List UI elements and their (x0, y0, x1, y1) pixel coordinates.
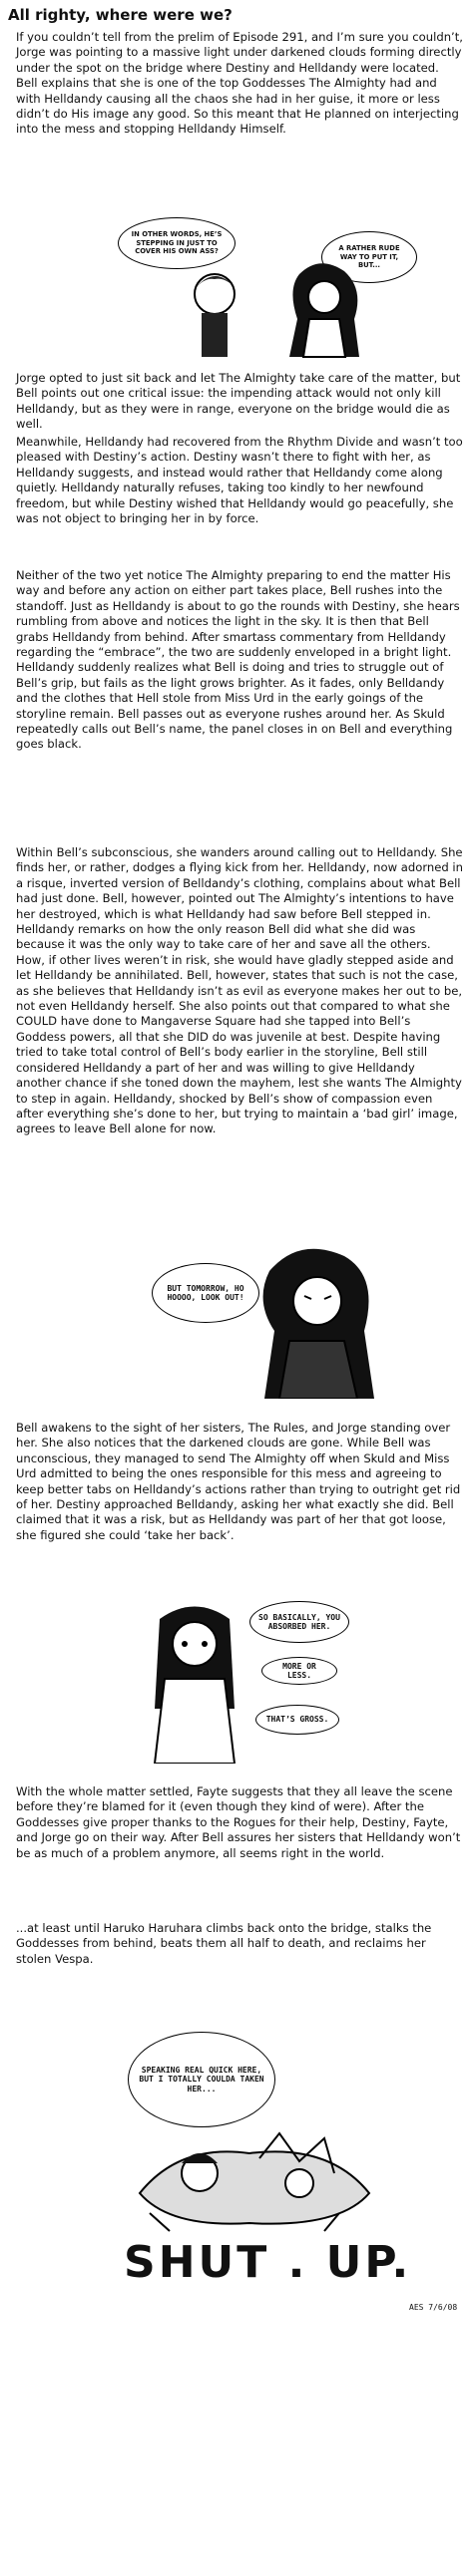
paragraph-8: ...at least until Haruko Haruhara climbs back onto the bridge, stalks the Goddesses from behind, beats them all half to death, and reclaims her stolen Vespa. (16, 1921, 432, 1966)
speech-bubble: BUT TOMORROW, HO HOOOO, LOOK OUT! (152, 1263, 259, 1323)
page-title: All righty, where were we? (8, 6, 233, 24)
speech-bubble-3: THAT’S GROSS. (255, 1705, 339, 1735)
comic-panel-3 (0, 1595, 475, 1767)
paragraph-4: Neither of the two yet notice The Almighty preparing to end the matter His way and before any action on either part takes place, Bell rushes into the standoff. Just as Helldandy is about to go the rounds with Destiny, she hears rumbling from above and notices the light in the sky. It is then that Bell grabs Helldandy from behind. After smartass commentary from Helldandy regarding the “embrace”, the two are suddenly enveloped in a bright light. Helldandy suddenly realizes what Bell is doing and tries to struggle out of Bell’s grip, but fails as the light grows brighter. As it fades, only Belldandy and the clothes that Hell stole from Miss Urd in the early goings of the storyline remain. Bell passes out as everyone rushes around her. As Skuld repeatedly calls out Bell’s name, the panel closes in on Bell and everything goes black. (16, 568, 460, 752)
haruko-scene-drawing (110, 2123, 389, 2233)
signature: AES 7/6/08 (409, 2303, 458, 2312)
paragraph-1: If you couldn’t tell from the prelim of Episode 291, and I’m sure you couldn’t, Jorge was pointing to a massive light under darkened clouds forming directly under the spot on the bridge where Destiny and Helldandy were located. Bell explains that she is one of the top Goddesses The Almighty had and with Helldandy causing all the chaos she had in her guise, it more or less didn’t do His image any good. So this meant that He planned on interjecting into the mess and stopping Helldandy Himself. (16, 30, 463, 137)
destiny-drawing (140, 1599, 249, 1764)
shout-text: SHUT . UP. (124, 2237, 412, 2288)
paragraph-7: With the whole matter settled, Fayte suggests that they all leave the scene before they’re blamed for it (even though they kind of were). After the Goddesses give proper thanks to the Rogues for their help, Destiny, Fayte, and Jorge go on their way. After Bell assures her sisters that Helldandy won’t be as much of a problem anymore, all seems right in the world. (16, 1784, 461, 1860)
comic-panel-4 (0, 2014, 475, 2572)
comic-panel-1 (0, 209, 475, 361)
character-drawing (150, 259, 389, 359)
comic-panel-2 (0, 1241, 475, 1401)
helldandy-drawing (249, 1241, 389, 1399)
speech-bubble-right: A RATHER RUDE WAY TO PUT IT, BUT... (321, 231, 417, 283)
speech-bubble-left: IN OTHER WORDS, HE’S STEPPING IN JUST TO COVER HIS OWN ASS? (118, 217, 236, 269)
paragraph-2: Jorge opted to just sit back and let The Almighty take care of the matter, but Bell points out one critical issue: the impending attack would not only kill Helldandy, but as they were in range, everyone on the bridge would die as well. (16, 371, 461, 432)
speech-bubble: SPEAKING REAL QUICK HERE, BUT I TOTALLY COULDA TAKEN HER... (128, 2032, 275, 2127)
paragraph-6: Bell awakens to the sight of her sisters, The Rules, and Jorge standing over her. She also notices that the darkened clouds are gone. While Bell was unconscious, they managed to send The Almighty off when Skuld and Miss Urd admitted to being the ones responsible for this mess and agreeing to keep better tabs on Helldandy’s actions rather than trying to outright get rid of her. Destiny approached Belldandy, asking her what exactly she did. Bell claimed that it was a risk, but as Helldandy was part of her that got loose, she figured she could ‘take her back’. (16, 1421, 461, 1542)
speech-bubble-1: SO BASICALLY, YOU ABSORBED HER. (249, 1601, 349, 1643)
paragraph-5: Within Bell’s subconscious, she wanders around calling out to Helldandy. She finds her, or rather, dodges a flying kick from her. Helldandy, now adorned in a risque, inverted version of Belldandy’s clothing, complains about what Bell had just done. Bell, however, pointed out The Almighty’s intentions to have her destroyed, which is what Helldandy had saw before Bell stepped in. Helldandy remarks on how the only reason Bell did what she did was because it was the only way to take care of her and save all the others. How, if other lives weren’t in risk, she would have gladly stepped aside and let Helldandy be annihilated. Bell, however, states that such is not the case, as she believes that Helldandy isn’t as evil as everyone makes her out to be, not even Helldandy herself. She also points out that compared to what she COULD have done to Mangaverse Square had she tapped into Bell’s Goddess powers, all that she DID do was juvenile at best. Despite having tried to take total control of Bell’s body earlier in the storyline, Bell still considered Helldandy a part of her and was willing to give Helldandy another chance if she toned down the mayhem, lest she wants The Almighty to step in again. Helldandy, shocked by Bell’s show of compassion even after everything she’s done to her, but trying to maintain a ‘bad girl’ image, agrees to leave Bell alone for now. (16, 845, 463, 1136)
paragraph-3: Meanwhile, Helldandy had recovered from the Rhythm Divide and wasn’t too pleased with Destiny’s action. Destiny wasn’t there to fight with her, as Helldandy suggests, and instead would rather that Helldandy come along quietly. Helldandy naturally refuses, taking too kindly to her newfound freedom, but while Destiny wished that Helldandy would go peacefully, she was not object to bringing her in by force. (16, 435, 463, 526)
speech-bubble-2: MORE OR LESS. (261, 1657, 337, 1685)
